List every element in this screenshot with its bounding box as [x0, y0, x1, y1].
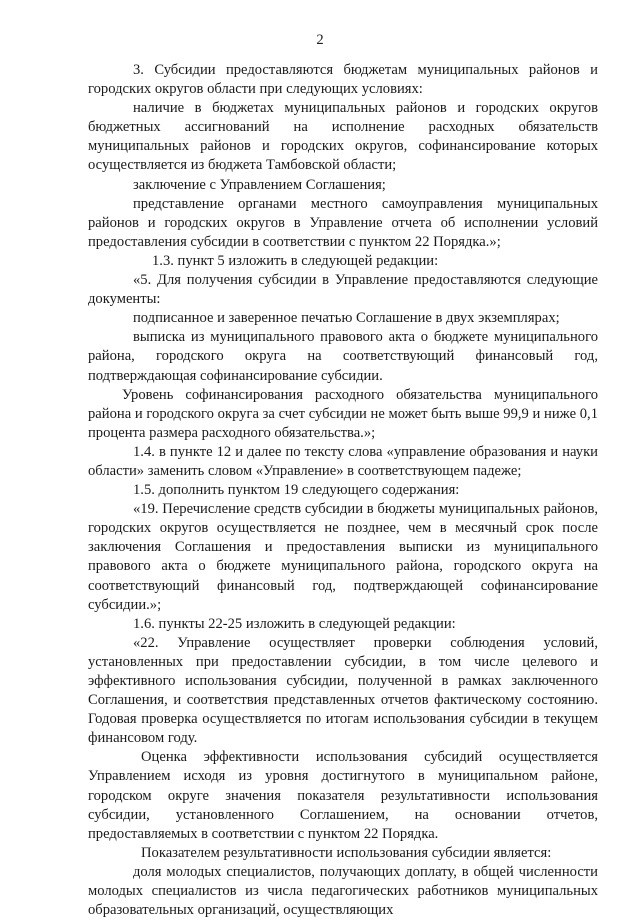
document-body — [88, 61, 598, 920]
paragraph-signed-agreement: подписанное и заверенное печатью Соглашение в двух экземплярах; — [133, 310, 560, 327]
paragraph-item-1-3: 1.3. пункт 5 изложить в следующей редакции: — [152, 252, 439, 269]
paragraph-clause-22: «22. Управление осуществляет проверки соблюдения условий, установленных при предоставлении субсидии, в том числе целевого и эффективного использования субсидии, полученной в рамках заключенного Соглашения, и соответствия представленных отчетов фактическому состоянию. Годовая проверка осуществляется по итогам использования субсидии в текущем финансовом году. — [88, 634, 598, 747]
paragraph-clause-19: «19. Перечисление средств субсидии в бюджеты муниципальных районов, городских округов осуществляется не позднее, чем в месячный срок после заключения Соглашения и предоставления выписки из муниципального правового акта о бюджете муниципального района, городского округа на соответствующий финансовый год, подтверждающей софинансирование субсидии.»; — [88, 501, 598, 613]
paragraph-clause-5: «5. Для получения субсидии в Управление предоставляются следующие документы: — [88, 272, 598, 308]
paragraph-item-1-5: 1.5. дополнить пунктом 19 следующего содержания: — [133, 482, 460, 499]
paragraph-legal-act-extract: выписка из муниципального правового акта о бюджете муниципального района, городского округа на соответствующий финансовый год, подтверждающая софинансирование субсидии. — [88, 329, 598, 384]
paragraph-agreement: заключение с Управлением Соглашения; — [133, 176, 386, 193]
paragraph-efficiency-assessment: Оценка эффективности использования субсидий осуществляется Управлением исходя из уровня достигнутого в муниципальном районе, городском округе значения показателя результативности использования субсидии, установленного Соглашением, на основании отчетов, предоставляемых в соответствии с пунктом 22 Порядка. — [88, 749, 598, 842]
paragraph-cofinancing-level: Уровень софинансирования расходного обязательства муниципального района и городского округа за счет субсидии не может быть выше 99,9 и ниже 0,1 процента размера расходного обязательства.»; — [88, 386, 598, 441]
paragraph-performance-indicator: Показателем результативности использования субсидии является: — [141, 844, 552, 861]
paragraph-item-1-6: 1.6. пункты 22-25 изложить в следующей редакции: — [133, 615, 456, 632]
paragraph-item-1-4: 1.4. в пункте 12 и далее по тексту слова «управление образования и науки области» заменить словом «Управление» в соответствующем падеже; — [88, 443, 598, 479]
paragraph-report-submission: представление органами местного самоуправления муниципальных районов и городских округов в Управление отчета об исполнении условий предоставления субсидии в соответствии с пунктом 22 Порядка.»; — [88, 195, 598, 250]
paragraph-budget-allocations: наличие в бюджетах муниципальных районов и городских округов бюджетных ассигнований на исполнение расходных обязательств муниципальных районов и городских округов, софинансирование которых осуществляется из бюджета Тамбовской области; — [88, 100, 598, 174]
page-number: 2 — [316, 32, 324, 48]
paragraph-subsidy-conditions: 3. Субсидии предоставляются бюджетам муниципальных районов и городских округов области при следующих условиях: — [88, 62, 598, 98]
paragraph-young-specialists-share: доля молодых специалистов, получающих доплату, в общей численности молодых специалистов из числа педагогических работников муниципальных образовательных организаций, осуществляющих — [88, 863, 598, 919]
